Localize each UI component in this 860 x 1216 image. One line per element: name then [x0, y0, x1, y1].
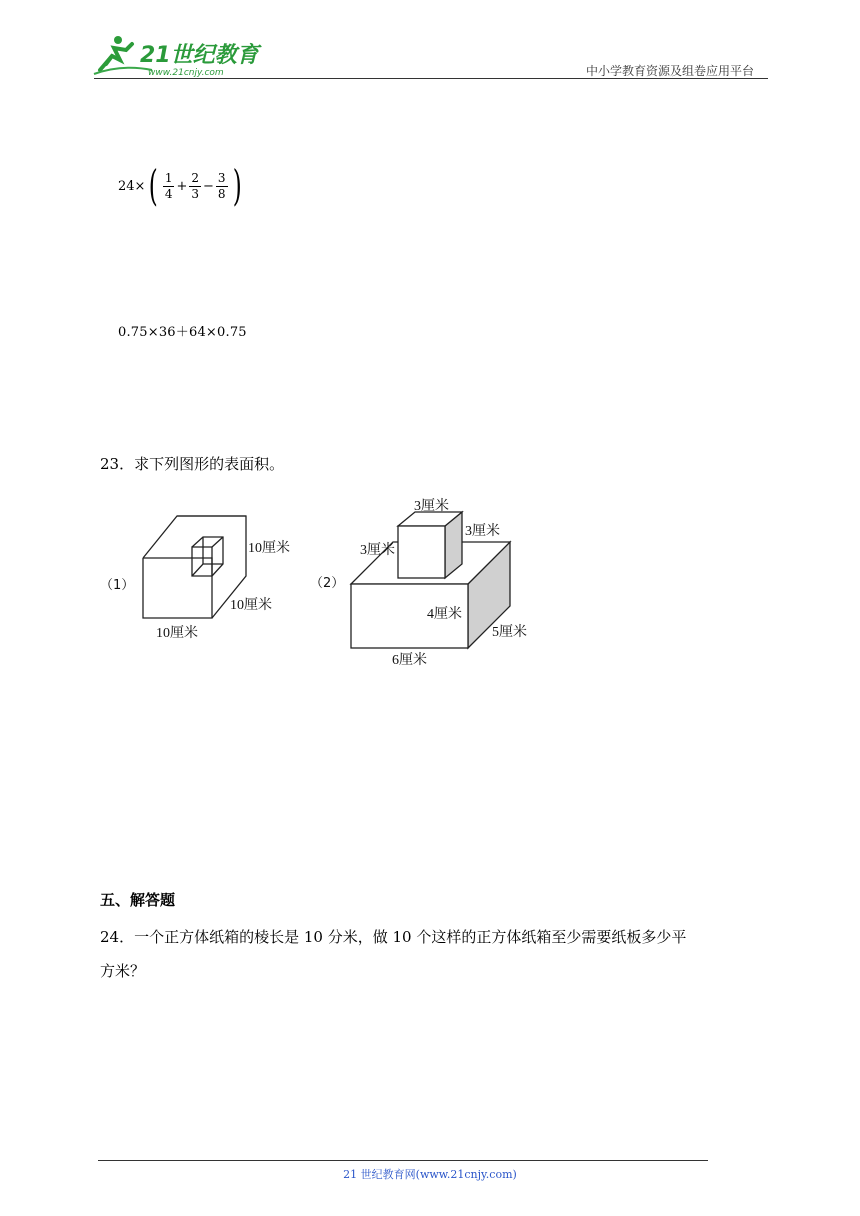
fraction-denominator: 3 [191, 186, 200, 201]
logo-url: www.21cnjy.com [148, 68, 224, 78]
fig2-top-width: 3厘米 [414, 499, 449, 514]
fraction-numerator: 2 [191, 170, 200, 185]
expression-2: 0.75×36＋64×0.75 [118, 325, 247, 340]
fraction-2 [189, 171, 201, 202]
fraction-numerator: 1 [164, 170, 173, 185]
expression-1 [118, 161, 245, 210]
minus-operator: − [203, 178, 214, 194]
section-5-title: 五、解答题 [100, 891, 176, 909]
site-logo [92, 30, 272, 80]
fig2-bottom-depth: 5厘米 [492, 625, 527, 640]
fraction-numerator: 3 [217, 170, 226, 185]
fig2-top-depth: 3厘米 [465, 524, 500, 539]
fig1-dim-height: 10厘米 [248, 541, 290, 556]
top-cube [398, 512, 462, 578]
fig2-top-height: 3厘米 [360, 543, 395, 558]
expr1-lead: 24× [118, 178, 146, 194]
fraction-denominator: 8 [217, 186, 226, 201]
fraction-denominator: 4 [164, 186, 173, 201]
fig2-bottom-width: 6厘米 [392, 653, 427, 668]
left-paren: ( [149, 161, 159, 210]
fig1-dim-depth: 10厘米 [230, 598, 272, 613]
figure-1-label: （1） [100, 578, 135, 593]
figure-1 [100, 516, 290, 641]
figure-2-label: （2） [310, 576, 345, 591]
footer-text: 21 世纪教育网(www.21cnjy.com) [343, 1168, 517, 1181]
fig1-dim-width: 10厘米 [156, 626, 198, 641]
logo-text: 21世纪教育 [140, 43, 259, 68]
fraction-1 [163, 171, 175, 202]
fig2-bottom-height: 4厘米 [427, 607, 462, 622]
q23-figures [100, 492, 540, 672]
question-24-line-1: 24．一个正方体纸箱的棱长是 10 分米，做 10 个这样的正方体纸箱至少需要纸板多少平 [100, 928, 687, 946]
figure-2 [310, 497, 527, 668]
question-24-line-2: 方米？ [100, 962, 146, 980]
header-tagline: 中小学教育资源及组卷应用平台 [585, 64, 754, 78]
question-23-text: 23．求下列图形的表面积。 [100, 455, 285, 473]
plus-operator: + [176, 178, 188, 194]
header-divider [94, 78, 768, 79]
fraction-3 [216, 171, 228, 202]
footer-divider [98, 1160, 708, 1161]
right-paren: ) [232, 161, 242, 210]
